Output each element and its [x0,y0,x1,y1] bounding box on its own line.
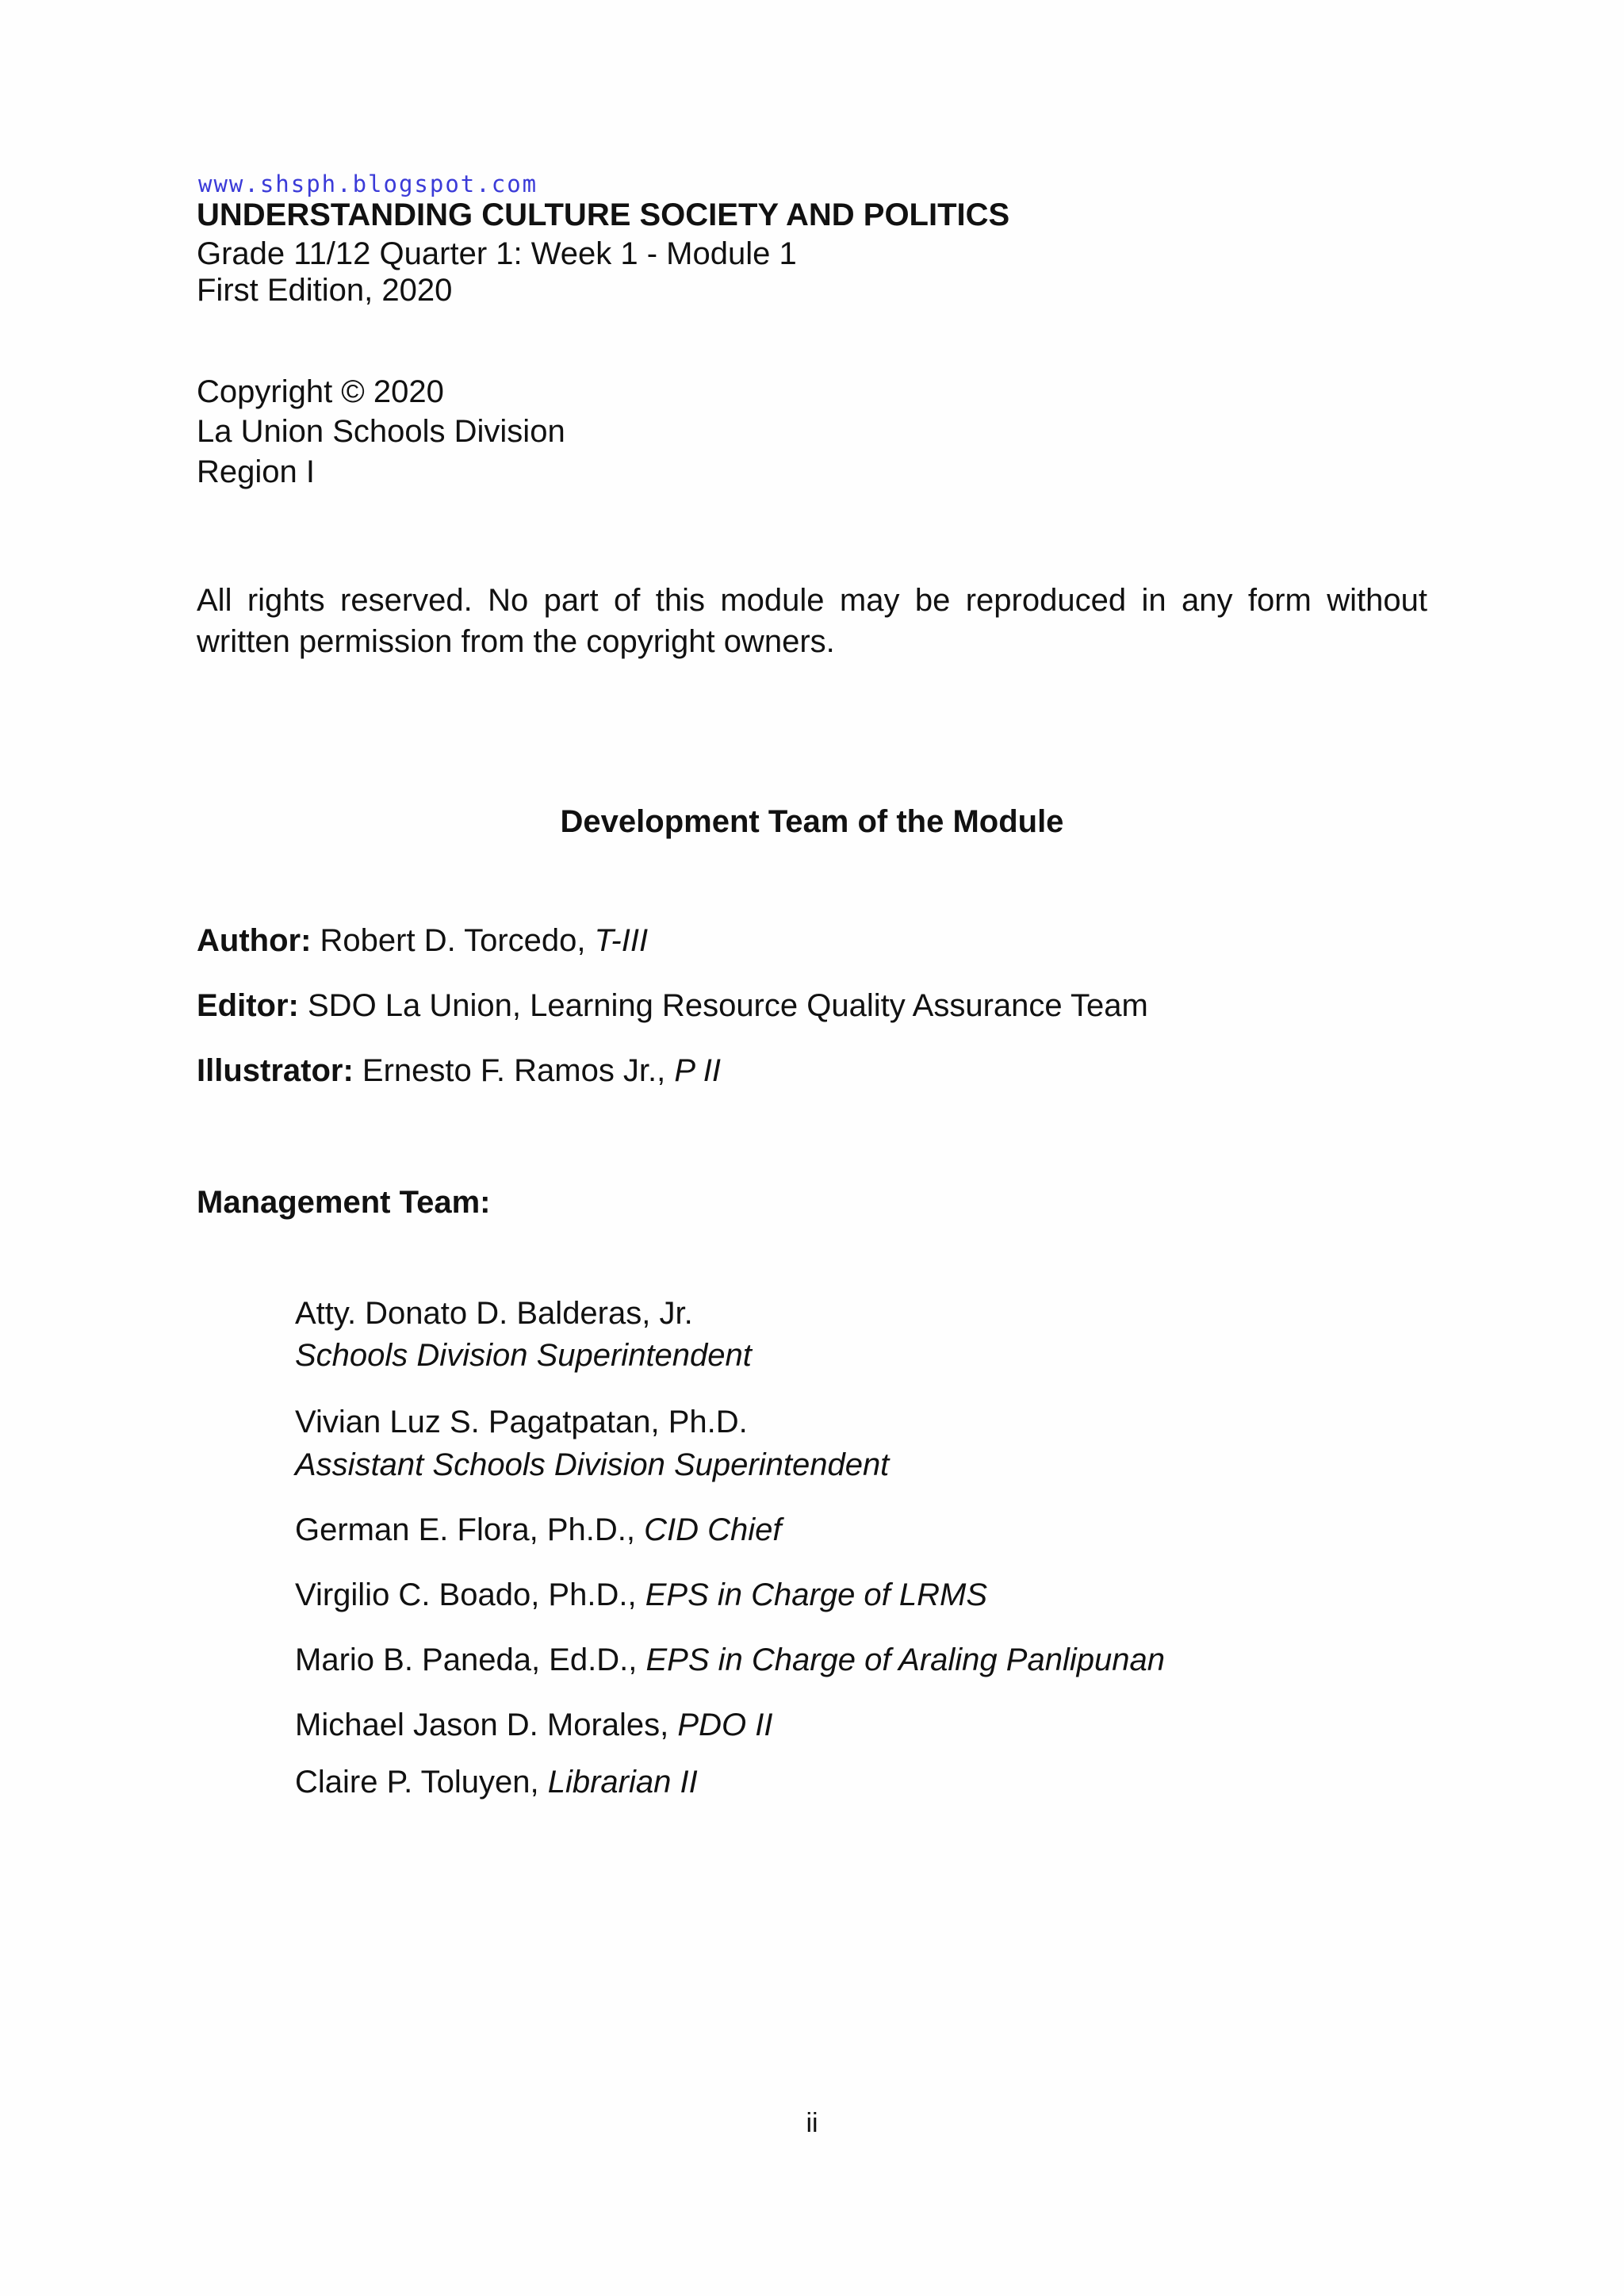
author-credit [197,925,648,956]
member-name: German E. Flora, Ph.D., [295,1512,636,1547]
development-team-heading: Development Team of the Module [560,804,1064,839]
management-team-heading: Management Team: [197,1185,491,1220]
member-entry [295,1766,698,1798]
illustrator-title: P II [674,1053,721,1088]
member-entry [295,1579,987,1611]
member-role: EPS in Charge of Araling Panlipunan [645,1642,1165,1677]
member-entry [295,1644,1165,1676]
editor-credit [197,990,1148,1022]
illustrator-credit [197,1055,721,1087]
rights-notice: All rights reserved. No part of this module may be reproduced in any form without written permission from the copyright owners. [197,583,1427,659]
member-role: CID Chief [644,1512,782,1547]
editor-name: SDO La Union, Learning Resource Quality Assurance Team [308,988,1148,1023]
editor-label: Editor: [197,988,299,1023]
member-role: Assistant Schools Division Superintendent [295,1447,890,1482]
module-title: UNDERSTANDING CULTURE SOCIETY AND POLITICS [197,197,1010,232]
member-entry [295,1514,782,1546]
member-role: EPS in Charge of LRMS [645,1577,988,1612]
author-title: T-III [594,923,649,958]
illustrator-label: Illustrator: [197,1053,354,1088]
grade-line: Grade 11/12 Quarter 1: Week 1 - Module 1 [197,236,797,271]
member-name: Mario B. Paneda, Ed.D., [295,1642,638,1677]
watermark-url: www.shsph.blogspot.com [198,171,538,197]
author-label: Author: [197,923,312,958]
member-name: Claire P. Toluyen, [295,1765,539,1800]
member-entry [295,1709,772,1741]
region-line: Region I [197,454,315,489]
member-name: Michael Jason D. Morales, [295,1708,669,1742]
member-name: Vivian Luz S. Pagatpatan, Ph.D. [295,1405,748,1439]
page-number: ii [806,2108,818,2138]
illustrator-name: Ernesto F. Ramos Jr., [362,1053,666,1088]
division-line: La Union Schools Division [197,414,565,449]
member-name: Virgilio C. Boado, Ph.D., [295,1577,637,1612]
edition-line: First Edition, 2020 [197,273,453,308]
member-role: Librarian II [547,1765,698,1800]
member-role: PDO II [677,1708,773,1742]
member-name: Atty. Donato D. Balderas, Jr. [295,1296,693,1331]
author-name: Robert D. Torcedo, [320,923,586,958]
member-role: Schools Division Superintendent [295,1338,752,1373]
copyright-line: Copyright © 2020 [197,374,444,409]
